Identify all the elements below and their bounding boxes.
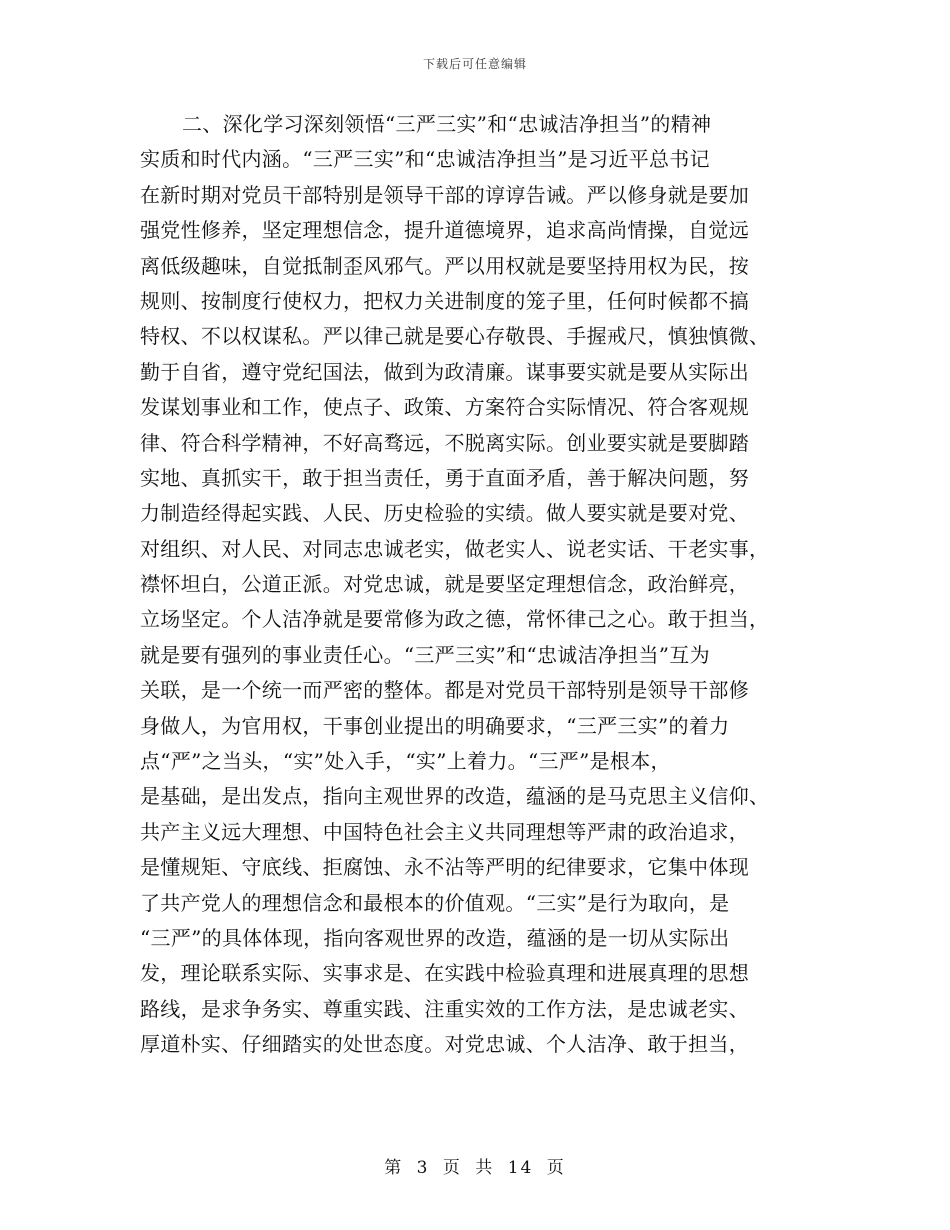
paragraph-line: 立场坚定。个人洁净就是要常修为政之德，常怀律己之心。敢于担当，: [140, 607, 770, 632]
paragraph-line: 点“严”之当头，“实”处入手，“实”上着力。“三严”是根本，: [140, 749, 671, 774]
paragraph-line: 共产主义远大理想、中国特色社会主义共同理想等严肃的政治追求，: [140, 819, 749, 844]
paragraph-line: 强党性修养，坚定理想信念，提升道德境界，追求高尚情操，自觉远: [140, 218, 749, 243]
paragraph-line: 对组织、对人民、对同志忠诚老实，做老实人、说老实话、干老实事，: [140, 536, 770, 561]
paragraph-line: 身做人，为官用权，干事创业提出的明确要求，“三严三实”的着力: [140, 713, 730, 738]
paragraph-line: 是基础，是出发点，指向主观世界的改造，蕴涵的是马克思主义信仰、: [140, 784, 770, 809]
paragraph-line: 发，理论联系实际、实事求是、在实践中检验真理和进展真理的思想: [140, 961, 749, 986]
document-body: [140, 107, 820, 1063]
paragraph-line: 实地、真抓实干，敢于担当责任，勇于直面矛盾，善于解决问题，努: [140, 465, 749, 490]
paragraph-line: 力制造经得起实践、人民、历史检验的实绩。做人要实就是要对党、: [140, 501, 749, 526]
paragraph-line: 实质和时代内涵。“三严三实”和“忠诚洁净担当”是习近平总书记: [140, 147, 710, 172]
paragraph-line: 关联，是一个统一而严密的整体。都是对党员干部特别是领导干部修: [140, 678, 749, 703]
paragraph-line: 规则、按制度行使权力，把权力关进制度的笼子里，任何时候都不搞: [140, 288, 749, 313]
paragraph-line: 襟怀坦白，公道正派。对党忠诚，就是要坚定理想信念，政治鲜亮，: [140, 572, 749, 597]
paragraph-line: 就是要有强列的事业责任心。“三严三实”和“忠诚洁净担当”互为: [140, 642, 710, 667]
paragraph-line: 勤于自省，遵守党纪国法，做到为政清廉。谋事要实就是要从实际出: [140, 359, 749, 384]
paragraph-line: 离低级趣味，自觉抵制歪风邪气。严以用权就是要坚持用权为民，按: [140, 253, 749, 278]
paragraph-line: 了共产党人的理想信念和最根本的价值观。“三实”是行为取向，是: [140, 890, 730, 915]
paragraph-line: “三严”的具体体现，指向客观世界的改造，蕴涵的是一切从实际出: [140, 925, 730, 950]
paragraph-line: 在新时期对党员干部特别是领导干部的谆谆告诫。严以修身就是要加: [140, 182, 749, 207]
paragraph-line: 是懂规矩、守底线、拒腐蚀、永不沾等严明的纪律要求，它集中体现: [140, 855, 749, 880]
paragraph-line: 特权、不以权谋私。严以律己就是要心存敬畏、手握戒尺，慎独慎微、: [140, 324, 770, 349]
paragraph-line: 发谋划事业和工作，使点子、政策、方案符合实际情况、符合客观规: [140, 395, 749, 420]
paragraph-line: 路线，是求争务实、尊重实践、注重实效的工作方法，是忠诚老实、: [140, 996, 749, 1021]
paragraph-line: 二、深化学习深刻领悟“三严三实”和“忠诚洁净担当”的精神: [182, 112, 712, 136]
paragraph-line: 律、符合科学精神，不好高骛远，不脱离实际。创业要实就是要脚踏: [140, 430, 749, 455]
page-header-note: 下载后可任意编辑: [422, 57, 527, 71]
paragraph-line: 厚道朴实、仔细踏实的处世态度。对党忠诚、个人洁净、敢于担当，: [140, 1032, 749, 1057]
page-number-footer: 第 3 页 共 14 页: [384, 1158, 566, 1178]
